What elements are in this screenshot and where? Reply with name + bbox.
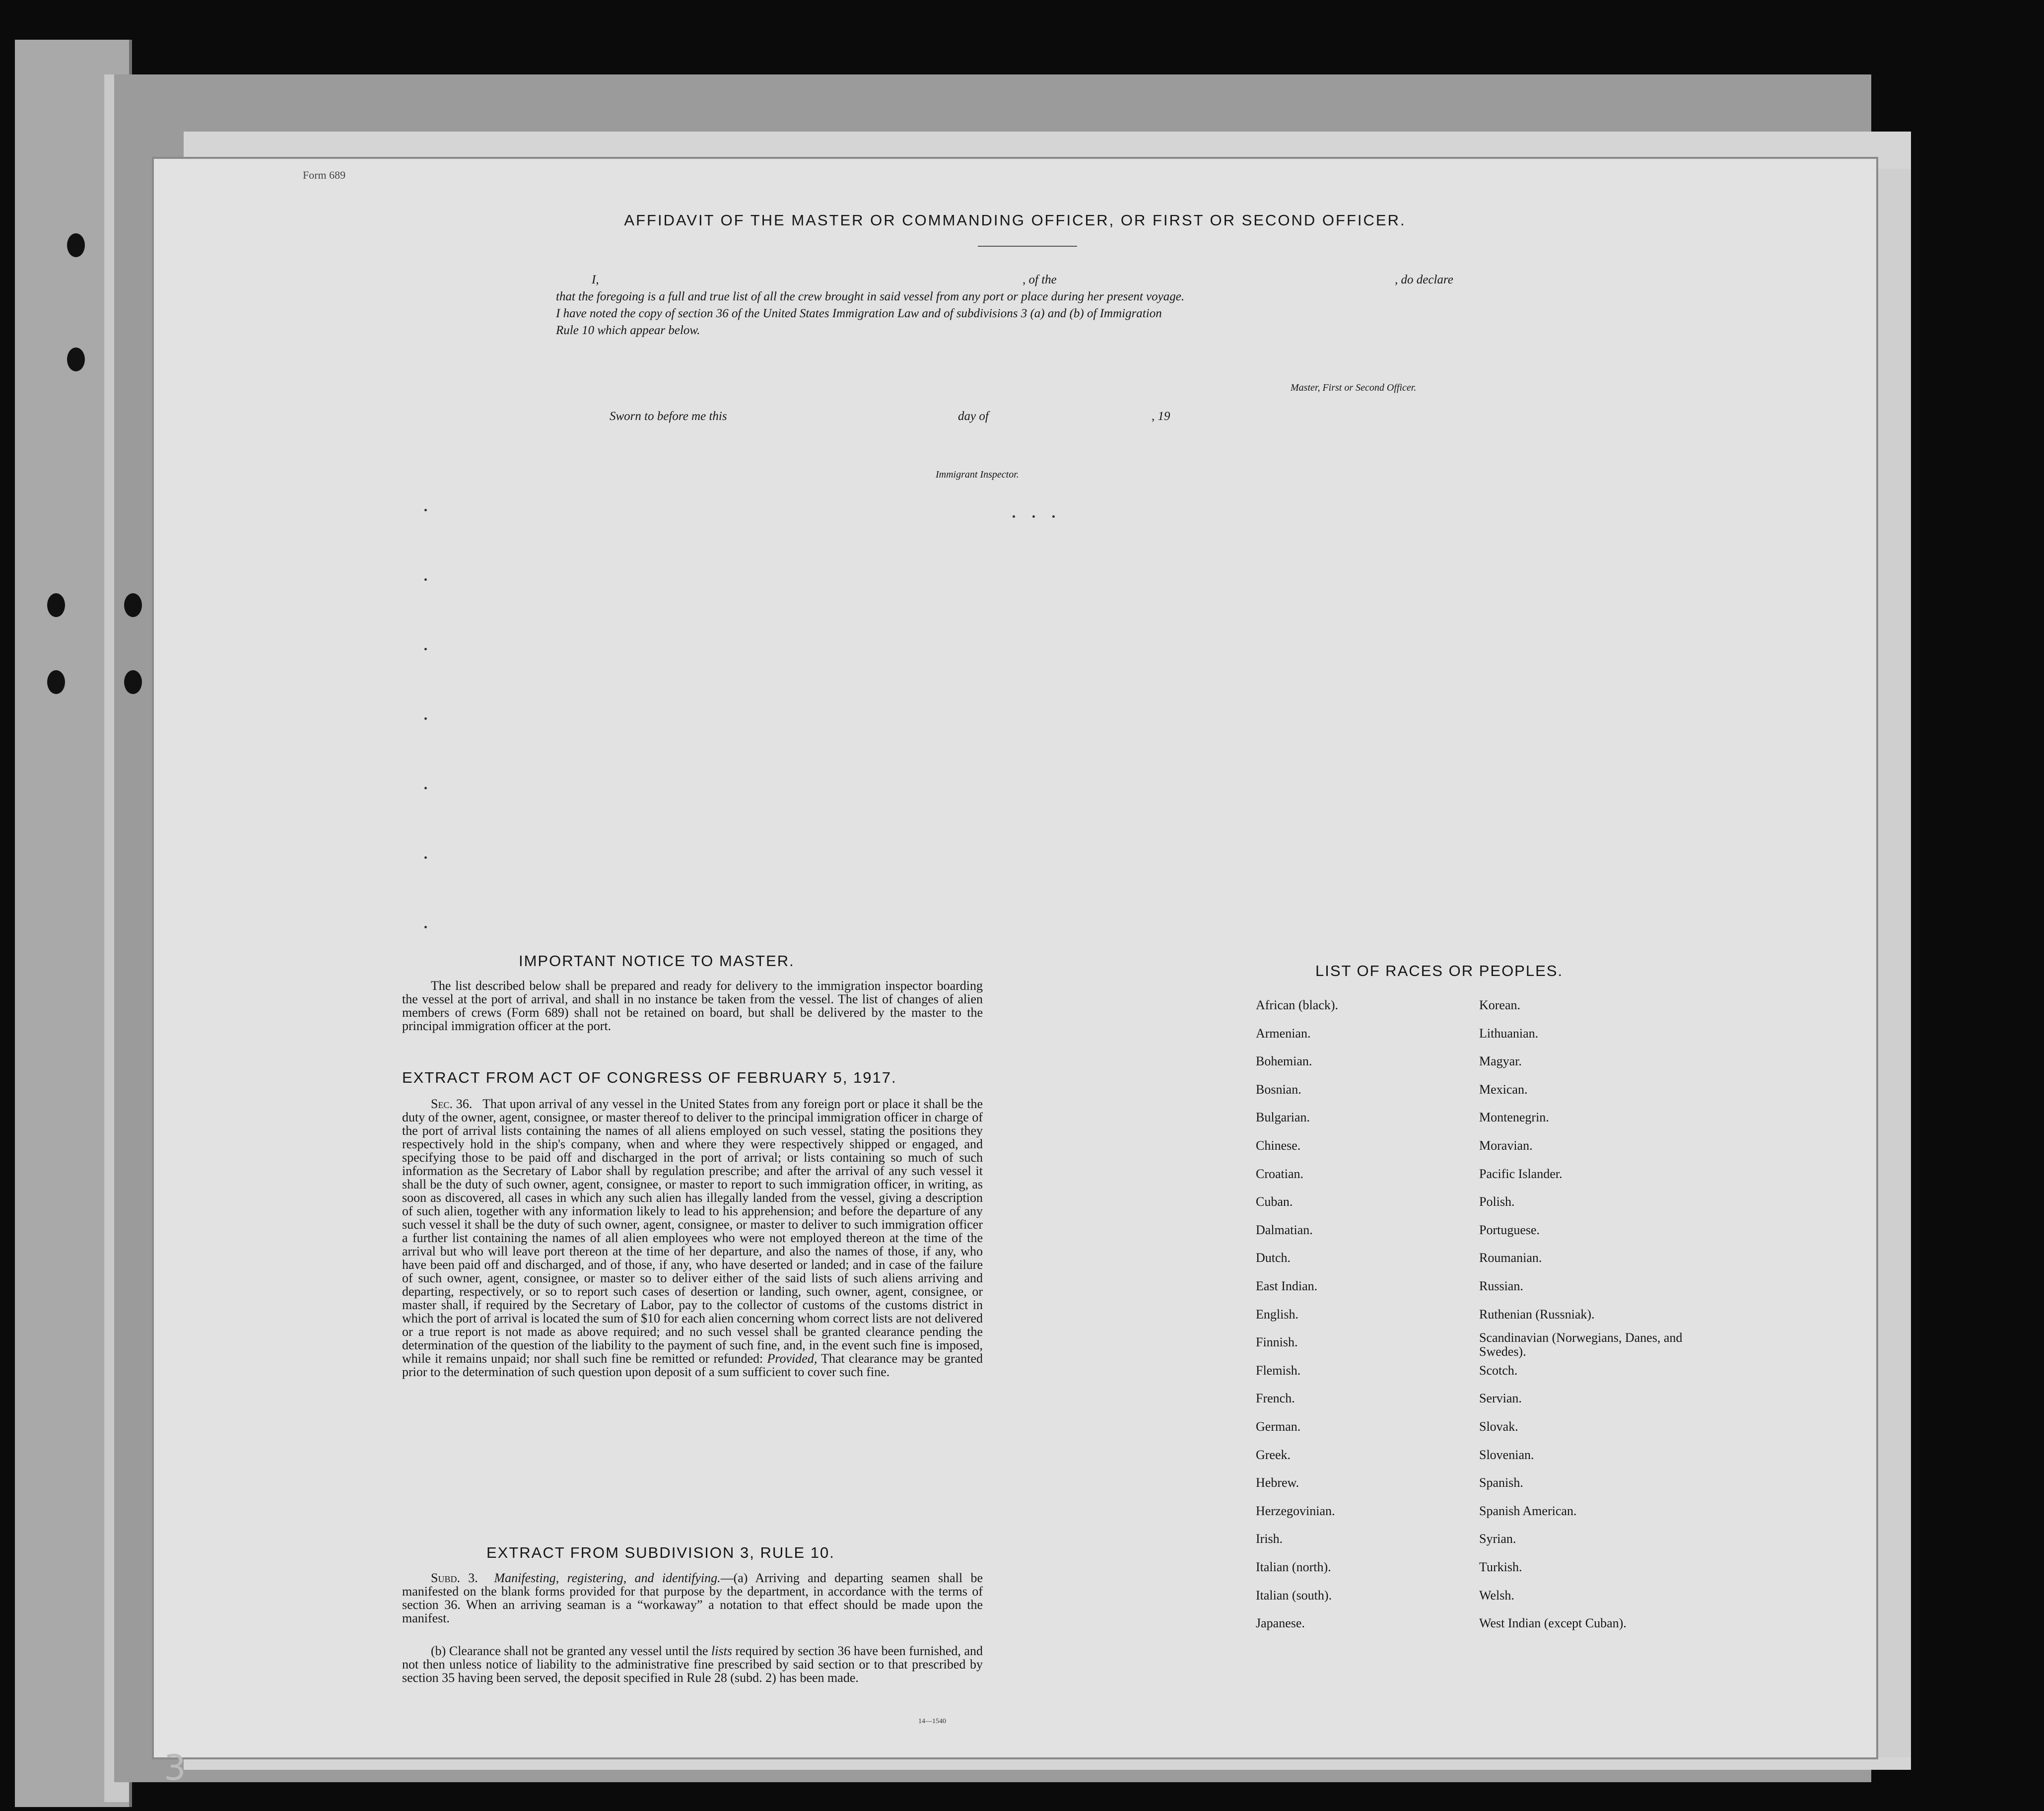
dot <box>1013 515 1015 518</box>
act-title: EXTRACT FROM ACT OF CONGRESS OF FEBRUARY 5, 1917. <box>402 1069 897 1086</box>
affidavit-line-2: that the foregoing is a full and true list of all the crew brought in said vessel from any port or place during her present voyage. <box>556 290 1185 303</box>
race-item: Pacific Islander. <box>1479 1167 1563 1181</box>
race-item: African (black). <box>1256 998 1339 1012</box>
races-title: LIST OF RACES OR PEOPLES. <box>1315 962 1564 979</box>
race-item: Magyar. <box>1479 1054 1522 1068</box>
binder-hole <box>124 670 142 694</box>
notice-title: IMPORTANT NOTICE TO MASTER. <box>519 952 795 970</box>
affidavit-of-the: , of the <box>1022 273 1057 286</box>
dot <box>424 787 427 789</box>
act-text-end: That clearance may be granted prior to the determination of such question upon deposit of a sum sufficient to cover such fine. <box>402 1351 983 1379</box>
form-number: Form 689 <box>303 169 346 181</box>
rule-para-a <box>402 1571 983 1625</box>
title-rule <box>978 246 1077 247</box>
binder-hole <box>124 593 142 617</box>
race-item: Herzegovinian. <box>1256 1504 1335 1518</box>
race-item: West Indian (except Cuban). <box>1479 1616 1627 1630</box>
binder-hole <box>67 348 85 371</box>
dot <box>424 509 427 511</box>
race-item: Roumanian. <box>1479 1251 1542 1265</box>
race-item: Croatian. <box>1256 1167 1304 1181</box>
dot <box>1032 515 1035 518</box>
race-item: French. <box>1256 1391 1295 1405</box>
race-item: English. <box>1256 1307 1298 1322</box>
inspector-label: Immigrant Inspector. <box>936 469 1019 480</box>
dot <box>424 717 427 720</box>
binder-hole <box>47 593 65 617</box>
notice-body: The list described below shall be prepared and ready for delivery to the immigration inspector boarding the vessel at the port of arrival, and shall in no instance be taken from the vessel. The list of changes of alien members of crews (Form 689) shall not be retained on board, but shall be delivered by the master to the principal immigration officer at the port. <box>402 978 983 1033</box>
subd-title: Manifesting, registering, and identifying. <box>494 1571 721 1585</box>
race-item: Irish. <box>1256 1532 1283 1546</box>
race-item: Slovenian. <box>1479 1448 1534 1462</box>
race-item: Moravian. <box>1479 1138 1533 1153</box>
race-item: East Indian. <box>1256 1279 1318 1293</box>
race-item: Cuban. <box>1256 1194 1293 1209</box>
race-item: Greek. <box>1256 1448 1291 1462</box>
race-item: German. <box>1256 1419 1301 1434</box>
race-item: Bosnian. <box>1256 1082 1301 1097</box>
para-b-pre: (b) Clearance shall not be granted any vessel until the <box>431 1644 708 1658</box>
dot <box>424 578 427 581</box>
rule-title: EXTRACT FROM SUBDIVISION 3, RULE 10. <box>486 1544 835 1561</box>
race-item: Mexican. <box>1479 1082 1528 1097</box>
affidavit-title: AFFIDAVIT OF THE MASTER OR COMMANDING OFFICER, OR FIRST OR SECOND OFFICER. <box>624 211 1406 229</box>
race-item: Scotch. <box>1479 1363 1518 1378</box>
race-item: Servian. <box>1479 1391 1522 1405</box>
subd-label: Subd. 3. <box>431 1571 478 1585</box>
race-item: Bulgarian. <box>1256 1110 1310 1124</box>
page-stack-edge <box>1876 169 1911 1757</box>
para-a-text: —(a) Arriving and departing seamen shall be manifested on the blank forms provided for that purpose by the department, in accordance with the terms of section 36. When an arriving seaman is a “workaway” a notation to that effect should be made upon the manifest. <box>402 1571 983 1625</box>
affidavit-line-3: I have noted the copy of section 36 of the United States Immigration Law and of subdivisions 3 (a) and (b) of Immigration <box>556 307 1162 320</box>
race-item: Italian (south). <box>1256 1588 1332 1602</box>
affidavit-line-4: Rule 10 which appear below. <box>556 324 700 337</box>
dot <box>424 856 427 859</box>
race-item: Welsh. <box>1479 1588 1514 1602</box>
sec-label: Sec. 36. <box>431 1097 473 1111</box>
print-code: 14—1540 <box>918 1718 946 1725</box>
race-item: Hebrew. <box>1256 1475 1299 1490</box>
handwritten-number: 3 <box>164 1747 186 1788</box>
race-item: Russian. <box>1479 1279 1523 1293</box>
dot <box>424 926 427 928</box>
para-b-lists: lists <box>711 1644 732 1658</box>
race-item: Turkish. <box>1479 1560 1522 1574</box>
rule-para-b <box>402 1644 983 1684</box>
dot <box>1052 515 1055 518</box>
race-item: Spanish. <box>1479 1475 1523 1490</box>
race-item: Montenegrin. <box>1479 1110 1549 1124</box>
race-item: Italian (north). <box>1256 1560 1331 1574</box>
race-item: Bohemian. <box>1256 1054 1312 1068</box>
race-item: Dalmatian. <box>1256 1223 1313 1237</box>
act-text: That upon arrival of any vessel in the United States from any foreign port or place it shall be the duty of the owner, agent, consignee, or master thereof to deliver to the principal immigration officer in charge of the port of arrival lists containing the names of all aliens employed on such vessel, stating the positions they respectively hold in the ship's company, when and where they were respectively shipped or engaged, and specifying those to be paid off and discharged in the port of arrival; or lists containing so much of such information as the Secretary of Labor shall by regulation prescribe; and after the arrival of any such vessel it shall be the duty of such owner, agent, consignee, or master to report to such immigration officer, in writing, as soon as discovered, all cases in which any such alien has illegally landed from the vessel, giving a description of such alien, together with any information likely to lead to his apprehension; and before the departure of any such vessel it shall be the duty of such owner, agent, consignee, or master to deliver to such immigration officer a further list containing the names of all alien employees who were not employed thereon at the time of the arrival but who will leave port thereon at the time of her departure, and also the names of those, if any, who have been paid off and discharged, and of those, if any, who have deserted or landed; and in case of the failure of such owner, agent, consignee, or master so to deliver either of the said lists of such aliens arriving and departing, respectively, or so to report such cases of desertion or landing, such owner, agent, consignee, or master shall, if required by the Secretary of Labor, pay to the collector of customs of the customs district in which the port of arrival is located the sum of $10 for each alien concerning whom correct lists are not delivered or a true report is not made as above required; and no such vessel shall be granted clearance pending the determination of the question of the liability to the payment of such fine, and, in the event such fine is imposed, while it remains unpaid; nor shall such fine be remitted or refunded: <box>402 1097 983 1366</box>
day-of-text: day of <box>958 410 989 423</box>
race-item: Ruthenian (Russniak). <box>1479 1307 1595 1322</box>
race-item: Korean. <box>1479 998 1521 1012</box>
race-item: Syrian. <box>1479 1532 1516 1546</box>
year-text: , 19 <box>1152 410 1170 423</box>
affidavit-declare: , do declare <box>1395 273 1453 286</box>
race-item: Slovak. <box>1479 1419 1518 1434</box>
race-item: Chinese. <box>1256 1138 1301 1153</box>
race-item: Flemish. <box>1256 1363 1301 1378</box>
manifest-page <box>154 159 1876 1757</box>
signature-label: Master, First or Second Officer. <box>1291 382 1417 393</box>
affidavit-i: I, <box>592 273 599 286</box>
provided-word: Provided, <box>767 1351 818 1366</box>
race-item: Japanese. <box>1256 1616 1305 1630</box>
dot <box>424 648 427 650</box>
race-item: Lithuanian. <box>1479 1026 1539 1041</box>
race-item: Polish. <box>1479 1194 1515 1209</box>
race-item: Spanish American. <box>1479 1504 1577 1518</box>
para-b-post: required by section 36 have been furnished, and not then unless notice of liability to the administrative fine prescribed by said section or to that prescribed by section 35 having been served, the deposit specified in Rule 28 (subd. 2) has been made. <box>402 1644 983 1685</box>
race-item: Finnish. <box>1256 1335 1298 1349</box>
binder-hole <box>47 670 65 694</box>
race-item: Scandinavian (Norwegians, Danes, and Swedes). <box>1479 1330 1683 1359</box>
race-item: Dutch. <box>1256 1251 1291 1265</box>
race-item: Portuguese. <box>1479 1223 1540 1237</box>
race-item: Armenian. <box>1256 1026 1311 1041</box>
act-body <box>402 1097 983 1379</box>
binder-hole <box>67 233 85 257</box>
sworn-text: Sworn to before me this <box>610 410 727 423</box>
